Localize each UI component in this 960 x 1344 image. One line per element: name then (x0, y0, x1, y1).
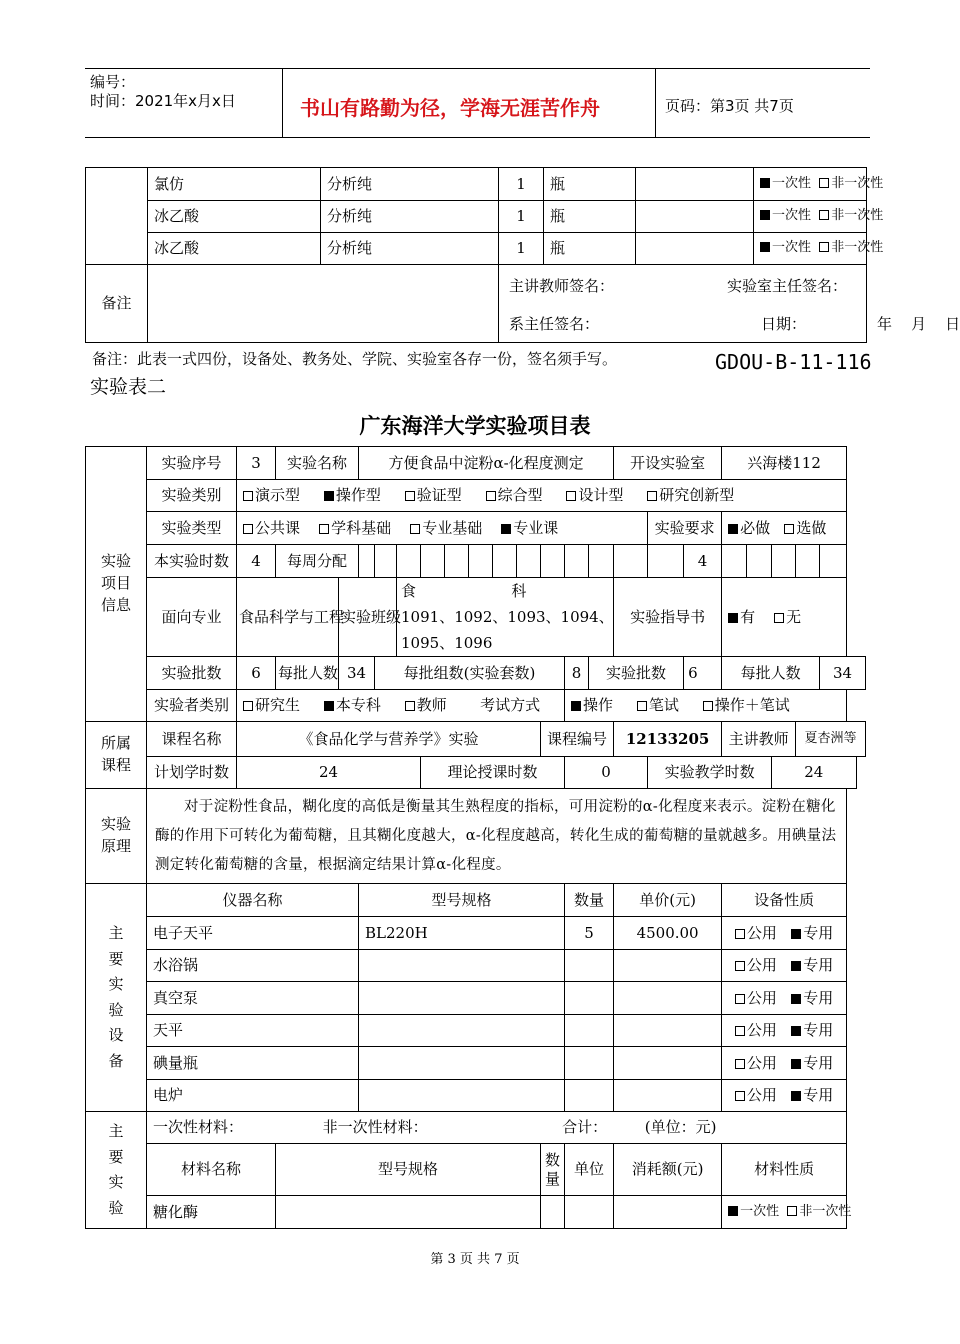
sets-label: 每批组数(实验套数) (375, 657, 565, 690)
unchecked-box-icon[interactable] (243, 701, 253, 711)
week-cell (359, 545, 375, 578)
blank-cell (148, 265, 499, 343)
lab-label: 开设实验室 (614, 447, 722, 480)
week-cell (445, 545, 469, 578)
equipment-header-name: 仪器名称 (147, 884, 359, 917)
materials-continued-table (85, 167, 960, 343)
batch-label-2: 实验批数 (589, 657, 684, 690)
material-name: 糖化酶 (147, 1196, 276, 1229)
batch-value: 6 (237, 657, 276, 690)
type-label: 实验类型 (147, 512, 237, 545)
checked-box-icon[interactable] (501, 524, 511, 534)
category-label: 实验类别 (147, 480, 237, 512)
equipment-qty (565, 950, 614, 982)
week-cell (589, 545, 614, 578)
class-value-line: 1095、1096 (401, 634, 493, 652)
table-label: 实验表二 (90, 376, 167, 398)
material-header-spec: 型号规格 (276, 1144, 541, 1196)
equipment-header-nature: 设备性质 (722, 884, 847, 917)
week-cell (517, 545, 541, 578)
checked-box-icon[interactable] (791, 1026, 801, 1036)
unit-note: (单位：元) (644, 1118, 717, 1137)
table-row (86, 512, 866, 545)
checked-box-icon[interactable] (324, 491, 334, 501)
material-type: 一次性 非一次性 (754, 168, 867, 201)
type-options: 公共课 学科基础 专业基础 专业课 (237, 512, 648, 545)
footnote: 备注：此表一式四份，设备处、教务处、学院、实验室各存一份，签名须手写。 (92, 350, 618, 368)
material-unit: 瓶 (544, 168, 636, 201)
table-row (86, 1047, 866, 1080)
non-once-material-label: 非一次性材料： (322, 1118, 428, 1137)
header-motto: 书山有路勤为径，学海无涯苦作舟 (300, 96, 600, 120)
batch-label: 实验批数 (147, 657, 237, 690)
equipment-price (614, 1080, 722, 1112)
table-row (86, 657, 866, 690)
per-batch-label-2: 每批人数 (722, 657, 820, 690)
section-label-materials: 主要实验 (86, 1112, 147, 1229)
material-name: 氯仿 (148, 168, 321, 201)
week-cell (796, 545, 820, 578)
course-code-label: 课程编号 (541, 722, 614, 757)
equipment-price (614, 1015, 722, 1047)
blank-cell (636, 233, 754, 265)
header-divider-2 (655, 68, 656, 138)
equipment-qty (565, 1080, 614, 1112)
unchecked-box-icon[interactable] (703, 701, 713, 711)
unchecked-box-icon[interactable] (486, 491, 496, 501)
guide-label: 实验指导书 (614, 578, 722, 657)
header-divider-1 (282, 68, 283, 138)
material-spec: 分析纯 (321, 168, 499, 201)
checked-box-icon[interactable] (728, 1206, 738, 1216)
requirement-label: 实验要求 (648, 512, 722, 545)
equipment-model (359, 1015, 565, 1047)
class-label: 实验班级 (339, 578, 397, 657)
plan-hours-label: 计划学时数 (147, 757, 237, 789)
table-row (86, 233, 867, 265)
materials-summary (147, 1112, 847, 1144)
unchecked-box-icon[interactable] (243, 524, 253, 534)
once-material-label: 一次性材料： (153, 1118, 244, 1137)
material-unit (565, 1196, 614, 1229)
unchecked-box-icon[interactable] (735, 994, 745, 1004)
unchecked-box-icon[interactable] (410, 524, 420, 534)
principle-text: 对于淀粉性食品，糊化度的高低是衡量其生熟程度的指标，可用淀粉的α-化程度来表示。淀粉在糖化酶的作用下可转化为葡萄糖，且其糊化度越大，α-化程度越高，转化生成的葡萄糖的量就越多。用碘量法测定转化葡萄糖的含量，根据滴定结果计算α-化程度。 (147, 789, 847, 884)
unchecked-box-icon[interactable] (319, 524, 329, 534)
table-row (86, 447, 866, 480)
table-row (86, 757, 866, 789)
unchecked-box-icon[interactable] (735, 1091, 745, 1101)
course-name-label: 课程名称 (147, 722, 237, 757)
material-qty: 1 (499, 233, 544, 265)
material-header-name: 材料名称 (147, 1144, 276, 1196)
equipment-price: 4500.00 (614, 917, 722, 950)
equipment-price (614, 1047, 722, 1080)
unchecked-box-icon[interactable] (637, 701, 647, 711)
material-nature: 一次性 非一次性 (722, 1196, 847, 1229)
lab-value: 兴海楼112 (722, 447, 847, 480)
week-cell (493, 545, 517, 578)
total-label: 合计： (562, 1118, 608, 1137)
equipment-model (359, 982, 565, 1015)
week-cell (469, 545, 493, 578)
unchecked-box-icon[interactable] (405, 701, 415, 711)
equipment-header-price: 单价(元) (614, 884, 722, 917)
equipment-nature: 公用 专用 (722, 1080, 847, 1112)
material-unit: 瓶 (544, 233, 636, 265)
equipment-price (614, 982, 722, 1015)
theory-hours-value: 0 (565, 757, 648, 789)
page-title: 广东海洋大学实验项目表 (359, 414, 591, 438)
checked-box-icon[interactable] (760, 178, 770, 188)
table-row (86, 480, 866, 512)
unchecked-box-icon[interactable] (735, 1026, 745, 1036)
material-header-nature: 材料性质 (722, 1144, 847, 1196)
material-spec (276, 1196, 541, 1229)
material-name: 冰乙酸 (148, 201, 321, 233)
equipment-model (359, 1047, 565, 1080)
course-teacher-value: 夏杏洲等 (796, 722, 866, 757)
sets-value: 8 (565, 657, 589, 690)
lab-hours-label: 实验教学时数 (648, 757, 772, 789)
week-cell (747, 545, 772, 578)
checked-box-icon[interactable] (791, 1091, 801, 1101)
participants-label: 实验者类别 (147, 690, 237, 722)
unchecked-box-icon[interactable] (735, 929, 745, 939)
table-row (86, 1144, 866, 1196)
participants-options: 研究生 本专科 教师 考试方式 (237, 690, 565, 722)
checked-box-icon[interactable] (791, 961, 801, 971)
experiment-project-table (85, 446, 866, 1229)
form-code: GDOU-B-11-116 (715, 350, 872, 374)
batch-value-2: 6 (684, 657, 722, 690)
equipment-header-model: 型号规格 (359, 884, 565, 917)
blank-cell (636, 168, 754, 201)
blank-cell (636, 201, 754, 233)
week-cell (421, 545, 445, 578)
major-label: 面向专业 (147, 578, 237, 657)
equipment-name: 真空泵 (147, 982, 359, 1015)
hours-value: 4 (237, 545, 276, 578)
checked-box-icon[interactable] (324, 701, 334, 711)
week-cell (820, 545, 847, 578)
course-code-value: 12133205 (614, 722, 722, 757)
unchecked-box-icon[interactable] (819, 210, 829, 220)
unchecked-box-icon[interactable] (735, 961, 745, 971)
equipment-nature: 公用 专用 (722, 982, 847, 1015)
table-row (86, 982, 866, 1015)
unchecked-box-icon[interactable] (735, 1059, 745, 1069)
material-header-cost: 消耗额(元) (614, 1144, 722, 1196)
section-label-info: 实验项目信息 (86, 447, 147, 722)
equipment-nature: 公用 专用 (722, 1047, 847, 1080)
table-row (86, 690, 866, 722)
per-batch-value-2: 34 (820, 657, 866, 690)
material-unit: 瓶 (544, 201, 636, 233)
week-cell-value: 4 (684, 545, 722, 578)
section-label-principle: 实验原理 (86, 789, 147, 884)
material-header-qty: 数量 (541, 1144, 565, 1196)
table-row (86, 722, 866, 757)
week-cell (565, 545, 589, 578)
weekly-label: 每周分配 (276, 545, 359, 578)
material-name: 冰乙酸 (148, 233, 321, 265)
equipment-name: 碘量瓶 (147, 1047, 359, 1080)
week-cell (614, 545, 648, 578)
unchecked-box-icon[interactable] (787, 1206, 797, 1216)
checked-box-icon[interactable] (760, 210, 770, 220)
equipment-qty: 5 (565, 917, 614, 950)
equipment-name: 电子天平 (147, 917, 359, 950)
week-cell (397, 545, 421, 578)
checked-box-icon[interactable] (760, 242, 770, 252)
equipment-price (614, 950, 722, 982)
material-cost (614, 1196, 722, 1229)
requirement-options: 必做 选做 (722, 512, 847, 545)
date-label: 日期： (761, 315, 807, 333)
theory-hours-label: 理论授课时数 (421, 757, 565, 789)
material-spec: 分析纯 (321, 233, 499, 265)
equipment-nature: 公用 专用 (722, 1015, 847, 1047)
class-value-line: 1091、1092、1093、1094、 (401, 608, 614, 626)
unchecked-box-icon[interactable] (566, 491, 576, 501)
table-row (86, 950, 866, 982)
seq-value: 3 (237, 447, 276, 480)
table-row (86, 1196, 866, 1229)
equipment-nature: 公用 专用 (722, 950, 847, 982)
class-value-line: 食 科 (401, 582, 527, 600)
per-batch-value: 34 (339, 657, 375, 690)
guide-options: 有 无 (722, 578, 847, 657)
equipment-name: 电炉 (147, 1080, 359, 1112)
remarks-row (86, 265, 867, 343)
week-cell (722, 545, 747, 578)
material-type: 一次性 非一次性 (754, 201, 867, 233)
class-value (397, 578, 614, 657)
checked-box-icon[interactable] (791, 1059, 801, 1069)
exam-label: 考试方式 (480, 696, 541, 715)
teacher-signature-label: 主讲教师签名： (509, 277, 615, 295)
date-fields: 年 月 日 (877, 315, 960, 333)
hours-label: 本实验时数 (147, 545, 237, 578)
doc-number-label: 编号： (90, 73, 136, 91)
table-row (86, 1015, 866, 1047)
table-row (86, 168, 867, 201)
week-cell (375, 545, 397, 578)
material-spec: 分析纯 (321, 201, 499, 233)
table-row (86, 1080, 866, 1112)
equipment-model: BL220H (359, 917, 565, 950)
equipment-qty (565, 982, 614, 1015)
equipment-model (359, 1080, 565, 1112)
checked-box-icon[interactable] (728, 524, 738, 534)
major-value: 食品科学与工程 (237, 578, 339, 657)
equipment-qty (565, 1047, 614, 1080)
equipment-name: 天平 (147, 1015, 359, 1047)
unchecked-box-icon[interactable] (243, 491, 253, 501)
unchecked-box-icon[interactable] (405, 491, 415, 501)
table-row (86, 545, 866, 578)
equipment-model (359, 950, 565, 982)
material-header-unit: 单位 (565, 1144, 614, 1196)
equipment-header-qty: 数量 (565, 884, 614, 917)
checked-box-icon[interactable] (791, 994, 801, 1004)
material-qty (541, 1196, 565, 1229)
unchecked-box-icon[interactable] (647, 491, 657, 501)
equipment-nature: 公用 专用 (722, 917, 847, 950)
section-label-equipment: 主要实验设备 (86, 884, 147, 1112)
material-type: 一次性 非一次性 (754, 233, 867, 265)
lab-hours-value: 24 (772, 757, 856, 789)
section-label-course: 所属课程 (86, 722, 147, 789)
unchecked-box-icon[interactable] (774, 613, 784, 623)
doc-time-label: 时间：2021年x月x日 (90, 92, 236, 110)
week-cell (772, 545, 796, 578)
remarks-label: 备注 (86, 265, 148, 343)
dept-director-signature-label: 系主任签名： (509, 315, 600, 333)
week-cell (648, 545, 684, 578)
lab-director-signature-label: 实验室主任签名： (727, 277, 848, 295)
page-footer: 第 3 页 共 7 页 (430, 1252, 520, 1267)
course-name-value: 《食品化学与营养学》实验 (237, 722, 541, 757)
table-row (86, 201, 867, 233)
page-indicator: 页码：第3页 共7页 (665, 97, 794, 115)
table-row (86, 884, 866, 917)
checked-box-icon[interactable] (571, 701, 581, 711)
unchecked-box-icon[interactable] (819, 242, 829, 252)
equipment-name: 水浴锅 (147, 950, 359, 982)
material-qty: 1 (499, 168, 544, 201)
exam-options: 操作 笔试 操作＋笔试 (565, 690, 847, 722)
table-row (86, 917, 866, 950)
checked-box-icon[interactable] (791, 929, 801, 939)
equipment-qty (565, 1015, 614, 1047)
week-cell (541, 545, 565, 578)
per-batch-label: 每批人数 (276, 657, 339, 690)
seq-label: 实验序号 (147, 447, 237, 480)
experiment-name-value: 方便食品中淀粉α-化程度测定 (359, 447, 614, 480)
checked-box-icon[interactable] (728, 613, 738, 623)
unchecked-box-icon[interactable] (819, 178, 829, 188)
unchecked-box-icon[interactable] (784, 524, 794, 534)
table-row (86, 1112, 866, 1144)
plan-hours-value: 24 (237, 757, 421, 789)
course-teacher-label: 主讲教师 (722, 722, 796, 757)
table-row (86, 578, 866, 657)
experiment-name-label: 实验名称 (276, 447, 359, 480)
signature-cell (499, 265, 960, 343)
category-options: 演示型 操作型 验证型 综合型 设计型 研究创新型 (237, 480, 847, 512)
blank-cell (86, 168, 148, 265)
material-qty: 1 (499, 201, 544, 233)
table-row (86, 789, 866, 884)
